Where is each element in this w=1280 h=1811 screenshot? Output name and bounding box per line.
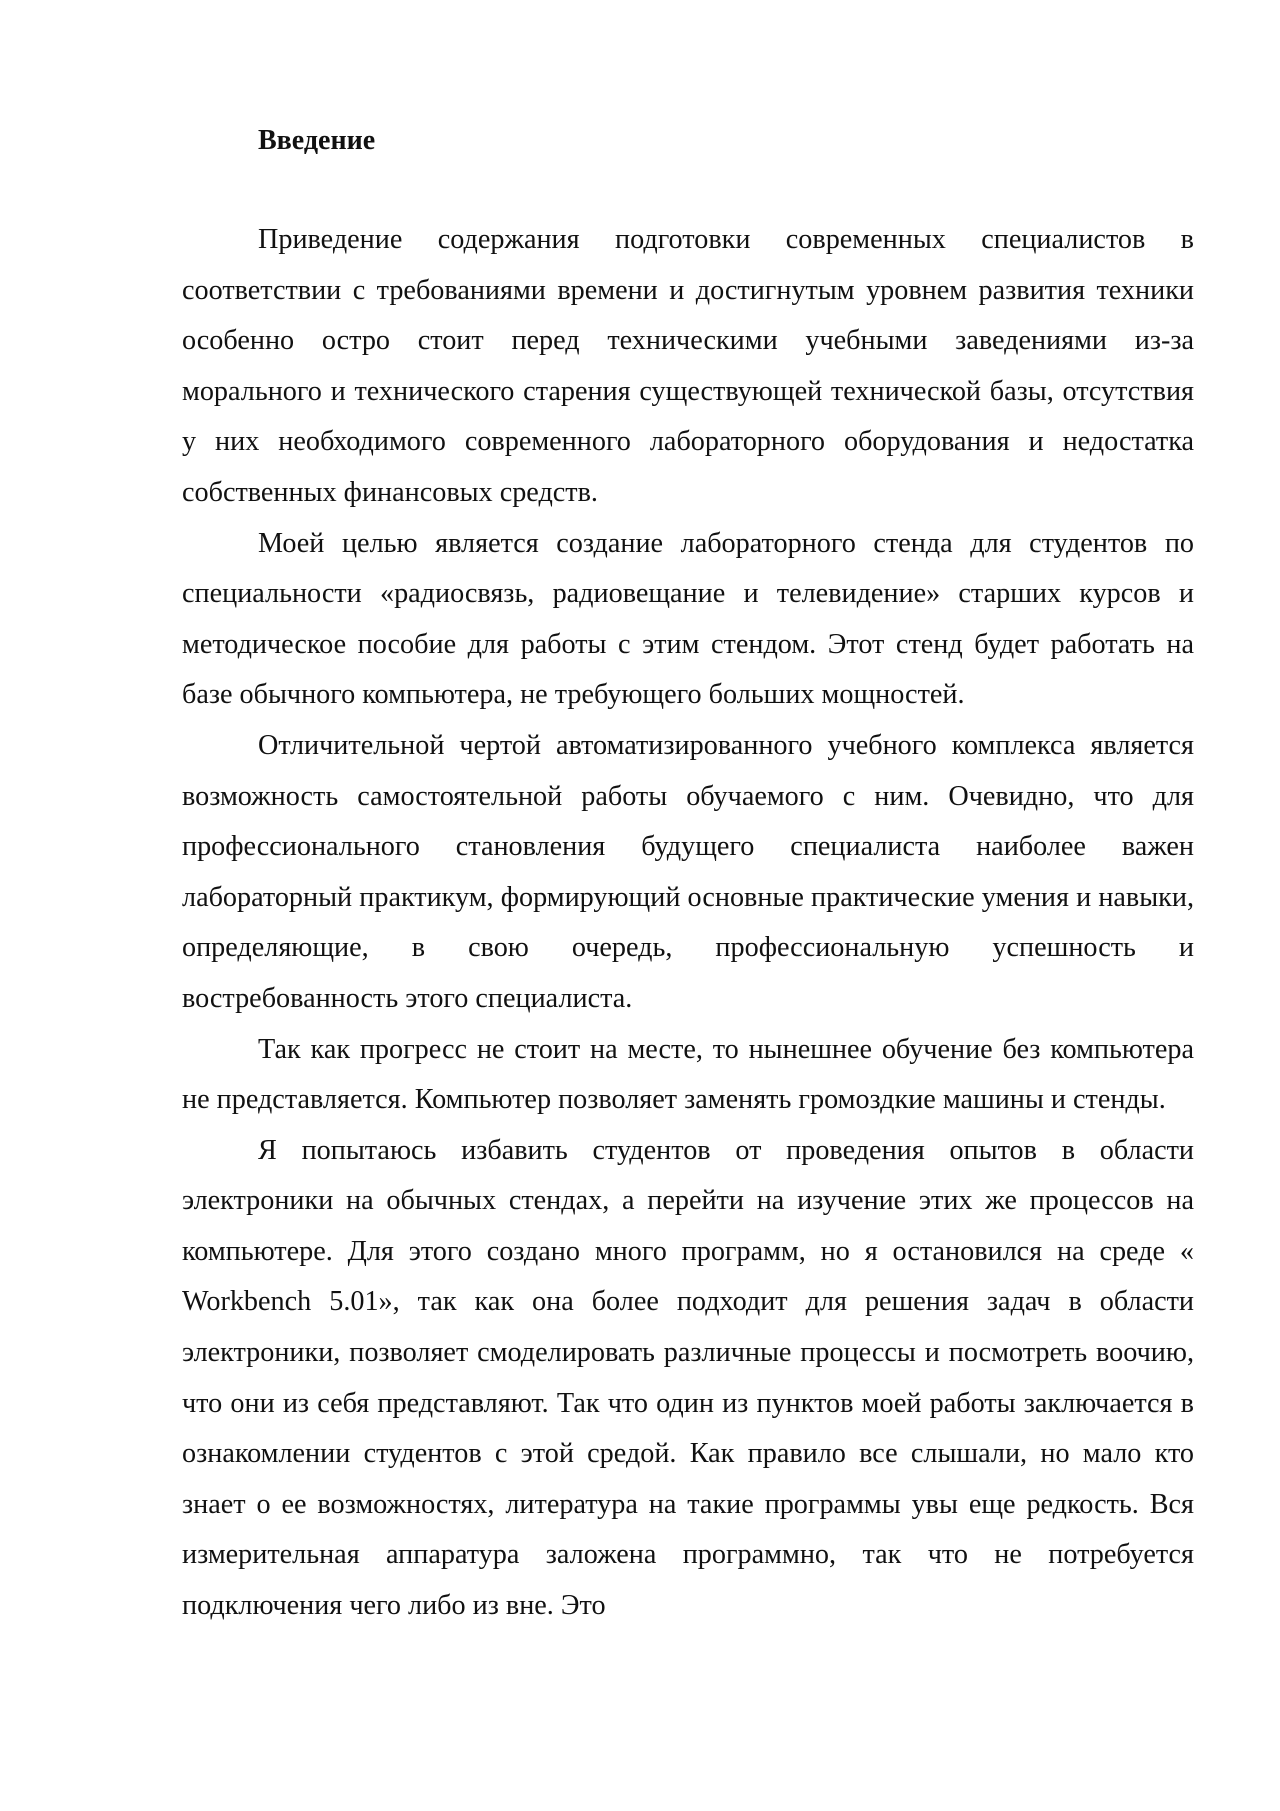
document-body xyxy=(182,215,1194,1632)
paragraph-3: Отличительной чертой автоматизированного учебного комплекса является возможность самостоятельной работы обучаемого с ним. Очевидно, что для профессионального становления будущего специалиста наиболее важен лабораторный практикум, формирующий основные практические умения и навыки, определяющие, в свою очередь, профессиональную успешность и востребованность этого специалиста. xyxy=(182,729,1194,1014)
paragraph-4: Так как прогресс не стоит на месте, то нынешнее обучение без компьютера не представляется. Компьютер позволяет заменять громоздкие машины и стенды. xyxy=(182,1033,1194,1116)
section-heading: Введение xyxy=(258,125,376,156)
paragraph-5: Я попытаюсь избавить студентов от проведения опытов в области электроники на обычных стендах, а перейти на изучение этих же процессов на компьютере. Для этого создано много программ, но я остановился на среде « Workbench 5.01», так как она более подходит для решения задач в области электроники, позволяет смоделировать различные процессы и посмотреть воочию, что они из себя представляют. Так что один из пунктов моей работы заключается в ознакомлении студентов с этой средой. Как правило все слышали, но мало кто знает о ее возможностях, литература на такие программы увы еще редкость. Вся измерительная аппаратура заложена программно, так что не потребуется подключения чего либо из вне. Это xyxy=(182,1134,1194,1622)
paragraph-2: Моей целью является создание лабораторного стенда для студентов по специальности «радиосвязь, радиовещание и телевидение» старших курсов и методическое пособие для работы с этим стендом. Этот стенд будет работать на базе обычного компьютера, не требующего больших мощностей. xyxy=(182,527,1194,711)
paragraph-1: Приведение содержания подготовки современных специалистов в соответствии с требованиями времени и достигнутым уровнем развития техники особенно остро стоит перед техническими учебными заведениями из-за морального и технического старения существующей технической базы, отсутствия у них необходимого современного лабораторного оборудования и недостатка собственных финансовых средств. xyxy=(182,224,1194,508)
